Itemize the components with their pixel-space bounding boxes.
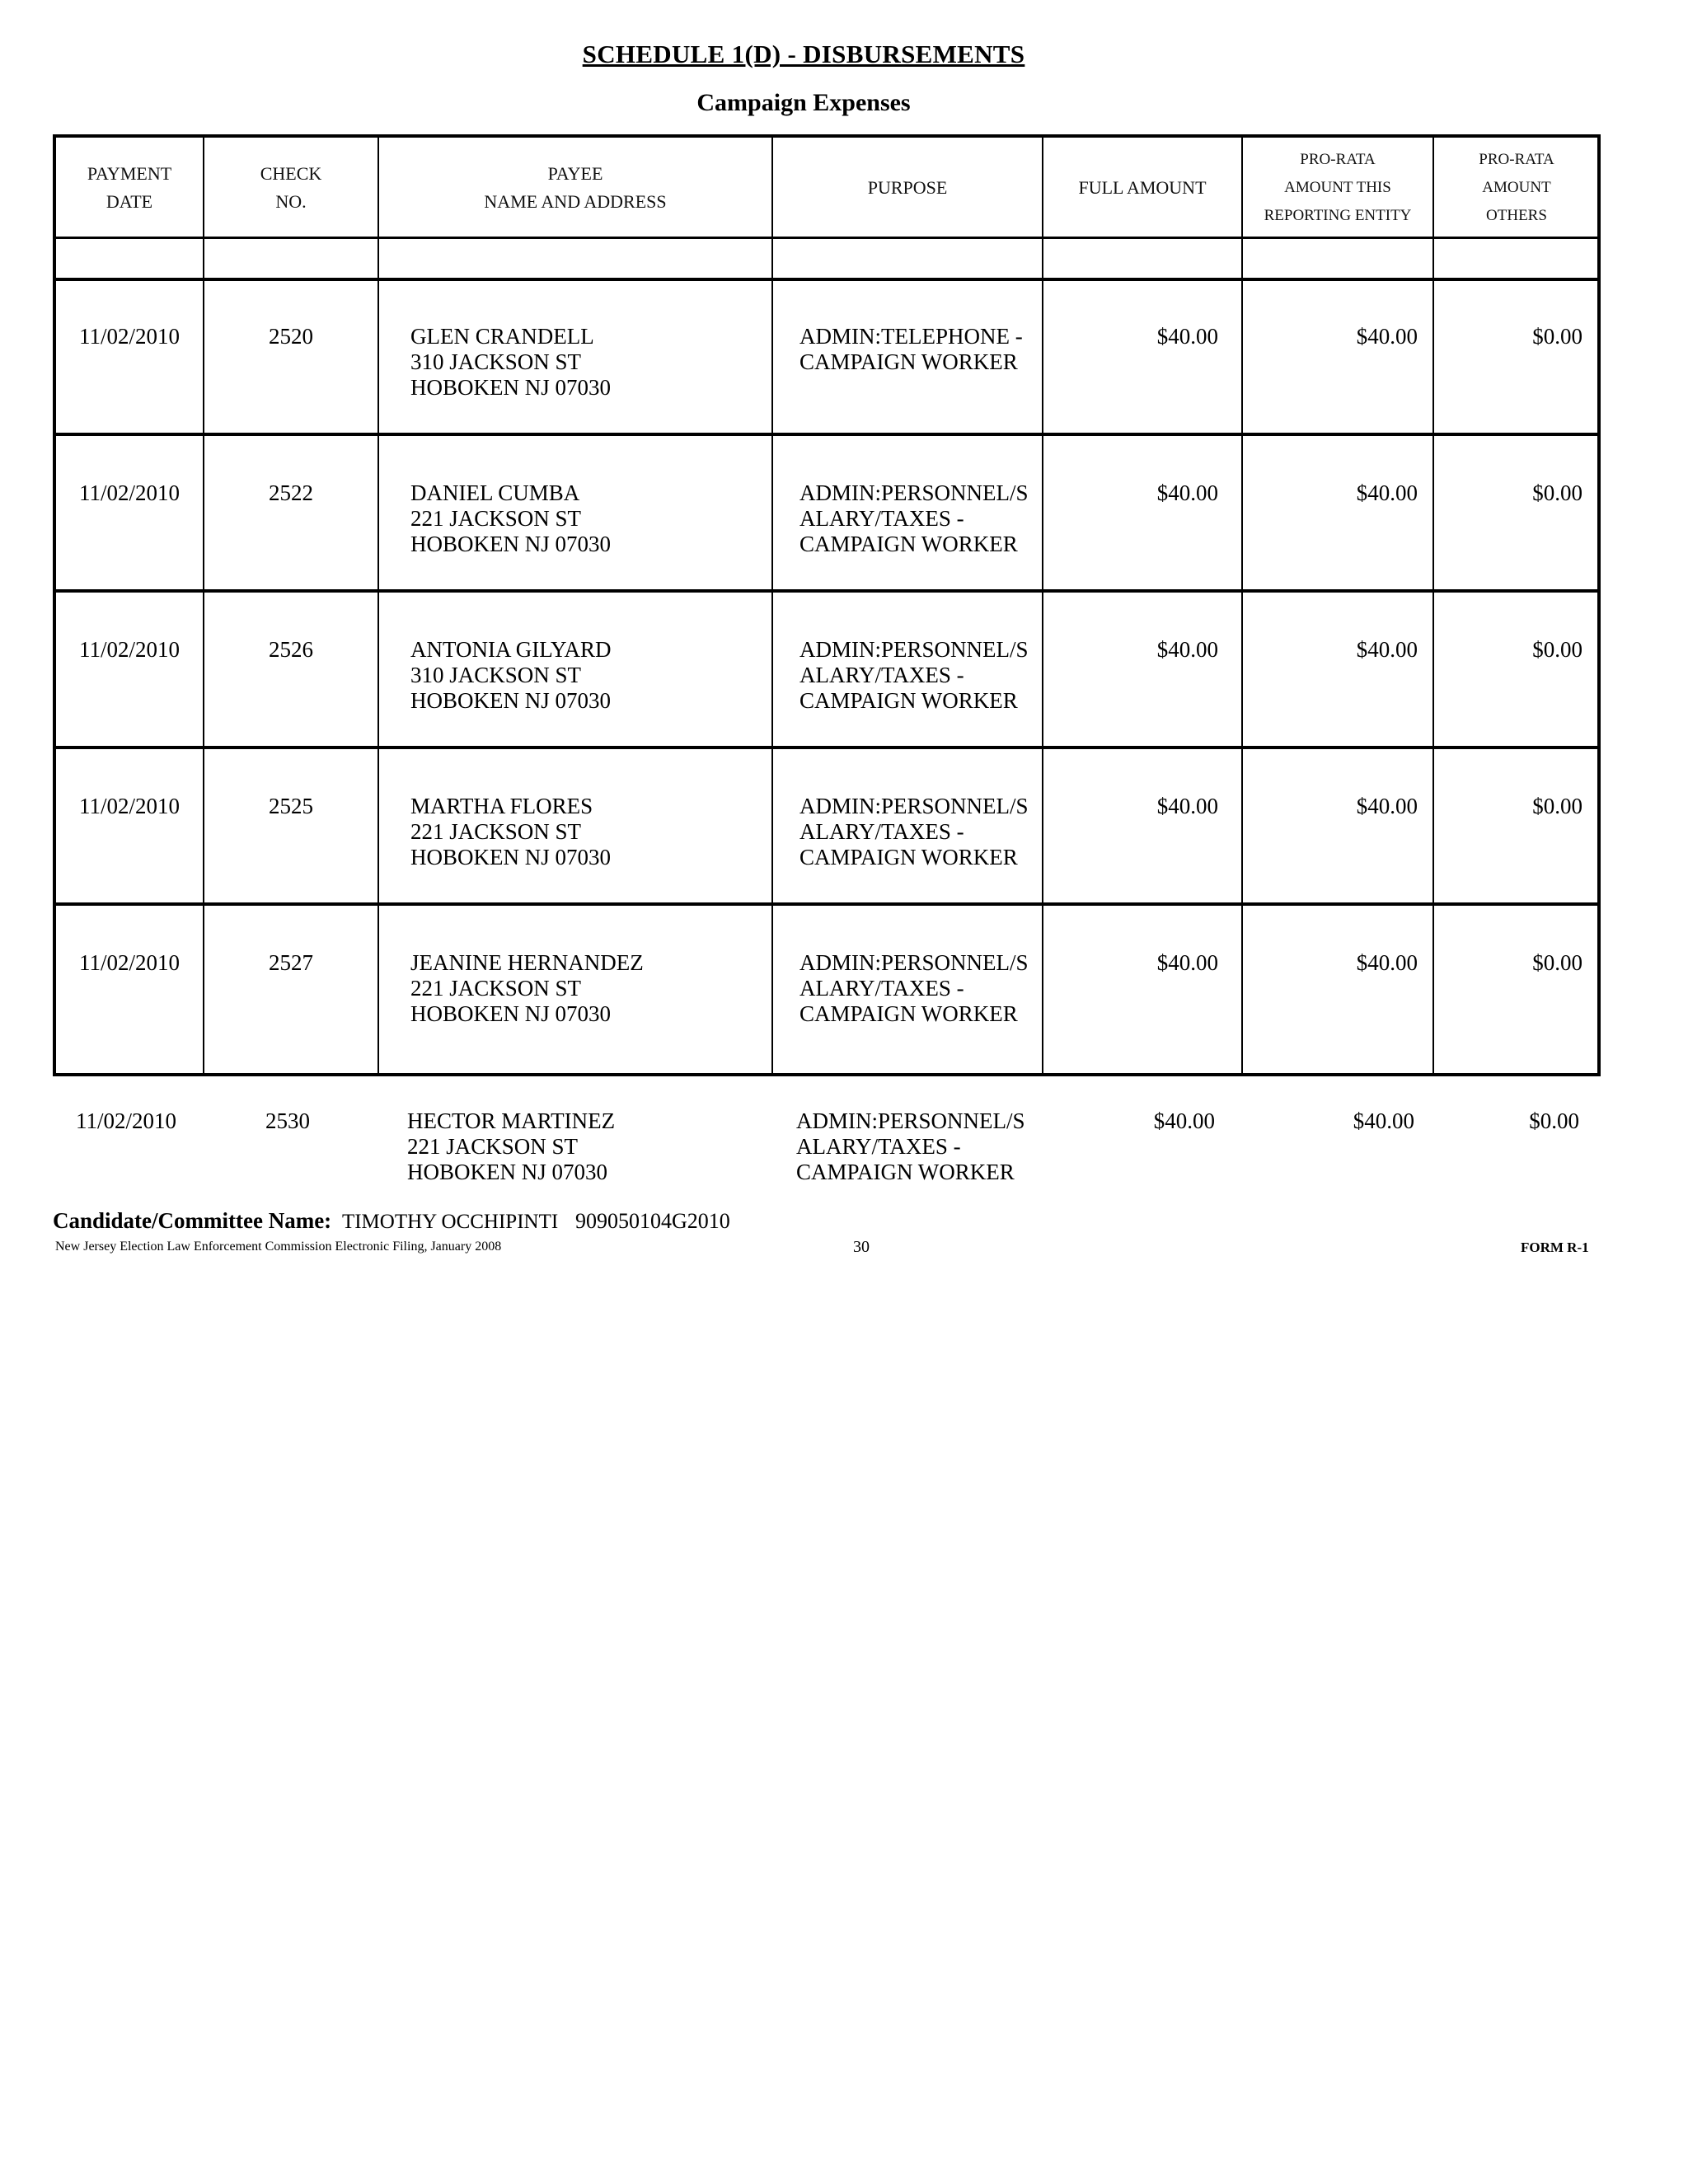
check-number: 2530 — [265, 1108, 310, 1133]
full-amount: $40.00 — [1156, 480, 1218, 505]
prorata-others-amount: $0.00 — [1532, 480, 1582, 505]
header-payment-date: PAYMENT DATE — [87, 163, 172, 212]
payee-name-address: HECTOR MARTINEZ 221 JACKSON ST HOBOKEN NJ 07030 — [407, 1108, 616, 1184]
payment-date: 11/02/2010 — [78, 950, 180, 975]
purpose: ADMIN:TELEPHONE - CAMPAIGN WORKER — [799, 324, 1023, 374]
payment-date: 11/02/2010 — [78, 794, 180, 818]
payee-name-address: GLEN CRANDELL 310 JACKSON ST HOBOKEN NJ 07030 — [410, 324, 611, 400]
footer-commission-text: New Jersey Election Law Enforcement Commission Electronic Filing, January 2008 — [55, 1240, 502, 1254]
form-label: FORM R-1 — [1521, 1240, 1589, 1255]
committee-name-line — [53, 1208, 730, 1234]
prorata-entity-amount: $40.00 — [1356, 324, 1418, 349]
committee-id: 909050104G2010 — [574, 1209, 730, 1233]
header-payee: PAYEE NAME AND ADDRESS — [484, 163, 667, 212]
full-amount: $40.00 — [1153, 1108, 1215, 1133]
prorata-others-amount: $0.00 — [1532, 950, 1582, 975]
payment-date: 11/02/2010 — [78, 480, 180, 505]
check-number: 2526 — [269, 637, 313, 662]
payment-date: 11/02/2010 — [75, 1108, 176, 1133]
prorata-entity-amount: $40.00 — [1356, 794, 1418, 818]
committee-label: Candidate/Committee Name: — [53, 1208, 332, 1233]
check-number: 2527 — [269, 950, 313, 975]
prorata-entity-amount: $40.00 — [1356, 950, 1418, 975]
prorata-others-amount: $0.00 — [1529, 1108, 1579, 1133]
prorata-entity-amount: $40.00 — [1356, 480, 1418, 505]
row-divider — [56, 278, 1597, 281]
header-check-no: CHECK NO. — [260, 163, 322, 212]
full-amount: $40.00 — [1156, 794, 1218, 818]
payment-date: 11/02/2010 — [78, 637, 180, 662]
check-number: 2520 — [269, 324, 313, 349]
purpose: ADMIN:PERSONNEL/S ALARY/TAXES - CAMPAIGN WORKER — [799, 480, 1029, 556]
row-divider — [56, 746, 1597, 749]
row-divider — [56, 589, 1597, 593]
schedule-title: SCHEDULE 1(D) - DISBURSEMENTS — [582, 40, 1025, 68]
prorata-entity-amount: $40.00 — [1356, 637, 1418, 662]
header-full-amount: FULL AMOUNT — [1078, 177, 1207, 198]
prorata-entity-amount: $40.00 — [1353, 1108, 1414, 1133]
purpose: ADMIN:PERSONNEL/S ALARY/TAXES - CAMPAIGN WORKER — [799, 794, 1029, 869]
row-divider — [56, 433, 1597, 436]
committee-name: TIMOTHY OCCHIPINTI — [341, 1211, 559, 1233]
full-amount: $40.00 — [1156, 637, 1218, 662]
header-purpose: PURPOSE — [867, 177, 948, 198]
page-number: 30 — [853, 1238, 870, 1256]
payee-name-address: MARTHA FLORES 221 JACKSON ST HOBOKEN NJ 07030 — [410, 794, 611, 869]
check-number: 2525 — [269, 794, 313, 818]
header-prorata-entity: PRO-RATA AMOUNT THIS REPORTING ENTITY — [1264, 151, 1412, 224]
payee-name-address: DANIEL CUMBA 221 JACKSON ST HOBOKEN NJ 07030 — [410, 480, 611, 556]
check-number: 2522 — [269, 480, 313, 505]
prorata-others-amount: $0.00 — [1532, 637, 1582, 662]
prorata-others-amount: $0.00 — [1532, 794, 1582, 818]
disbursements-table — [53, 134, 1601, 1076]
schedule-subtitle: Campaign Expenses — [696, 89, 911, 116]
prorata-others-amount: $0.00 — [1532, 324, 1582, 349]
full-amount: $40.00 — [1156, 950, 1218, 975]
purpose: ADMIN:PERSONNEL/S ALARY/TAXES - CAMPAIGN WORKER — [796, 1108, 1025, 1184]
full-amount: $40.00 — [1156, 324, 1218, 349]
header-prorata-others: PRO-RATA AMOUNT OTHERS — [1479, 151, 1554, 224]
purpose: ADMIN:PERSONNEL/S ALARY/TAXES - CAMPAIGN WORKER — [799, 950, 1029, 1026]
payee-name-address: JEANINE HERNANDEZ 221 JACKSON ST HOBOKEN NJ 07030 — [410, 950, 644, 1026]
payment-date: 11/02/2010 — [78, 324, 180, 349]
row-divider — [56, 902, 1597, 906]
payee-name-address: ANTONIA GILYARD 310 JACKSON ST HOBOKEN NJ 07030 — [410, 637, 612, 713]
purpose: ADMIN:PERSONNEL/S ALARY/TAXES - CAMPAIGN WORKER — [799, 637, 1029, 713]
